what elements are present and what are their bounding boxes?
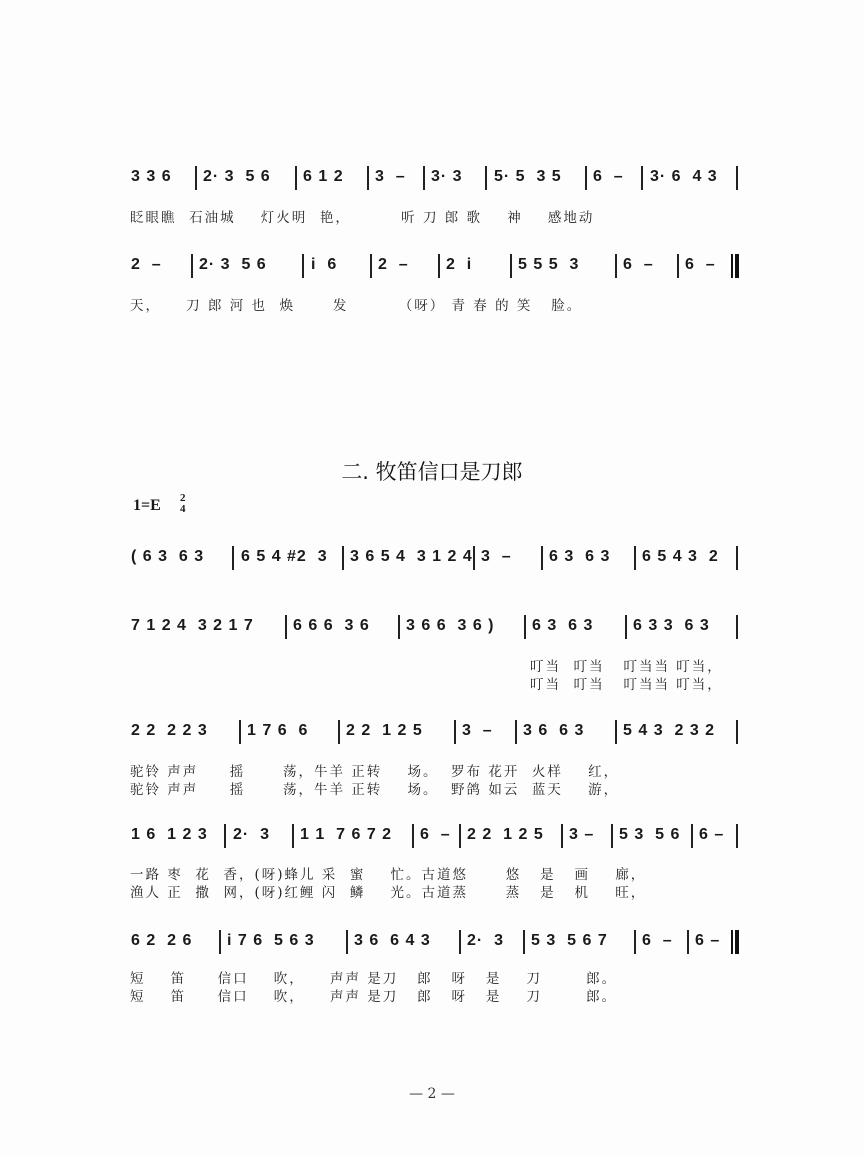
measure: 6 1 2	[303, 168, 344, 185]
barline	[615, 254, 617, 278]
measure: 6 –	[695, 932, 721, 949]
measure: 2 –	[378, 256, 409, 273]
measure: 2· 3 5 6	[203, 168, 271, 185]
barline	[736, 615, 738, 639]
measure: 2· 3	[233, 826, 271, 843]
lyrics-verse1: 短 笛 信口 吹， 声声 是刀 郎 呀 是 刀 郎。	[130, 971, 618, 987]
barline	[473, 546, 475, 570]
measure: 6 6 6 3 6	[293, 617, 370, 634]
barline	[302, 254, 304, 278]
measure: 1 1 7 6 7 2	[300, 826, 393, 843]
barline	[625, 615, 627, 639]
measure: 2 2 2 2 3	[131, 722, 208, 739]
measure: 5 4 3 2 3 2	[623, 722, 716, 739]
barline	[342, 546, 344, 570]
barline	[736, 720, 738, 744]
measure: 3 6 6 3 6 )	[406, 617, 495, 634]
barline	[641, 166, 643, 190]
barline	[736, 166, 738, 190]
measure: 6 3 6 3	[532, 617, 594, 634]
measure: 6 5 4 3 2	[642, 548, 719, 565]
measure: 3· 6 4 3	[650, 168, 718, 185]
barline	[239, 720, 241, 744]
barline	[585, 166, 587, 190]
barline	[346, 930, 348, 954]
barline	[634, 546, 636, 570]
measure: 6 3 6 3	[549, 548, 611, 565]
measure: 6 5 4 #2 3	[241, 548, 328, 565]
measure: 2 2 1 2 5	[346, 722, 423, 739]
measure: 1 6 1 2 3	[131, 826, 208, 843]
barline	[561, 824, 563, 848]
barline	[459, 930, 461, 954]
lyrics-verse2: 驼铃 声声 摇 荡，牛羊 正转 场。 野鸽 如云 蓝天 游，	[130, 782, 620, 798]
measure: 5 3 5 6 7	[531, 932, 608, 949]
barline	[224, 824, 226, 848]
measure: 6 2 2 6	[131, 932, 193, 949]
lyrics-verse2: 渔人 正 撒 网，(呀)红鲤 闪 鳞 光。古道蒸 蒸 是 机 旺，	[130, 885, 647, 901]
measure: 3 6 6 4 3	[354, 932, 431, 949]
lyrics-verse2: 叮当 叮当 叮当当 叮当，	[530, 677, 723, 693]
measure: 3 6 6 3	[523, 722, 585, 739]
final-barline-thick	[735, 930, 739, 954]
lyrics-verse1: 叮当 叮当 叮当当 叮当，	[530, 659, 723, 675]
final-barline-thick	[735, 254, 739, 278]
barline	[736, 546, 738, 570]
lyrics-verse1: 驼铃 声声 摇 荡，牛羊 正转 场。 罗布 花开 火样 红，	[130, 764, 620, 780]
barline	[191, 254, 193, 278]
final-barline-thin	[731, 930, 733, 954]
measure: i 6	[311, 256, 338, 273]
barline	[541, 546, 543, 570]
time-signature	[180, 493, 186, 515]
measure: 5 5 5 3	[518, 256, 580, 273]
lyrics-verse1: 一路 枣 花 香，(呀)蜂儿 采 蜜 忙。古道悠 悠 是 画 廊，	[130, 867, 647, 883]
barline	[398, 615, 400, 639]
barline	[510, 254, 512, 278]
measure: 6 –	[642, 932, 673, 949]
barline	[423, 166, 425, 190]
measure: 3 3 6	[131, 168, 172, 185]
measure: i 7 6 5 6 3	[227, 932, 315, 949]
measure: 6 3 3 6 3	[633, 617, 710, 634]
lyrics: 眨眼瞧 石油城 灯火明 艳， 听 刀 郎 歌 神 感地动	[130, 210, 595, 226]
barline	[677, 254, 679, 278]
measure: ( 6 3 6 3	[131, 548, 205, 565]
measure: 3 –	[569, 826, 595, 843]
measure: 3· 3	[431, 168, 463, 185]
lyrics: 天， 刀 郎 河 也 焕 发 （呀） 青 春 的 笑 脸。	[130, 298, 583, 314]
time-signature-top: 2	[180, 492, 186, 504]
measure: 2 2 1 2 5	[467, 826, 544, 843]
barline	[295, 166, 297, 190]
barline	[438, 254, 440, 278]
barline	[195, 166, 197, 190]
barline	[367, 166, 369, 190]
time-signature-bottom: 4	[180, 503, 186, 515]
measure: 5 3 5 6	[619, 826, 681, 843]
barline	[687, 930, 689, 954]
measure: 6 –	[593, 168, 624, 185]
measure: 2 –	[131, 256, 162, 273]
measure: 6 –	[685, 256, 716, 273]
measure: 3 –	[481, 548, 512, 565]
measure: 6 –	[623, 256, 654, 273]
measure: 2· 3	[467, 932, 505, 949]
barline	[515, 720, 517, 744]
measure: 1 7 6 6	[247, 722, 309, 739]
page-number: — 2 —	[409, 1086, 455, 1102]
barline	[285, 615, 287, 639]
measure: 2· 3 5 6	[199, 256, 267, 273]
measure: 6 –	[699, 826, 725, 843]
key-signature: 1=E	[133, 497, 161, 514]
final-barline-thin	[731, 254, 733, 278]
measure: 5· 5 3 5	[494, 168, 562, 185]
barline	[736, 824, 738, 848]
song-title: 二. 牧笛信口是刀郎	[341, 460, 523, 484]
barline	[615, 720, 617, 744]
barline	[370, 254, 372, 278]
measure: 3 –	[375, 168, 406, 185]
barline	[485, 166, 487, 190]
barline	[232, 546, 234, 570]
barline	[338, 720, 340, 744]
measure: 7 1 2 4 3 2 1 7	[131, 617, 254, 634]
barline	[219, 930, 221, 954]
barline	[524, 615, 526, 639]
barline	[634, 930, 636, 954]
measure: 2 i	[446, 256, 473, 273]
barline	[611, 824, 613, 848]
barline	[292, 824, 294, 848]
barline	[412, 824, 414, 848]
barline	[459, 824, 461, 848]
measure: 3 6 5 4 3 1 2 4	[350, 548, 473, 565]
barline	[523, 930, 525, 954]
barline	[454, 720, 456, 744]
measure: 3 –	[462, 722, 493, 739]
barline	[691, 824, 693, 848]
measure: 6 –	[420, 826, 451, 843]
lyrics-verse2: 短 笛 信口 吹， 声声 是刀 郎 呀 是 刀 郎。	[130, 989, 618, 1005]
